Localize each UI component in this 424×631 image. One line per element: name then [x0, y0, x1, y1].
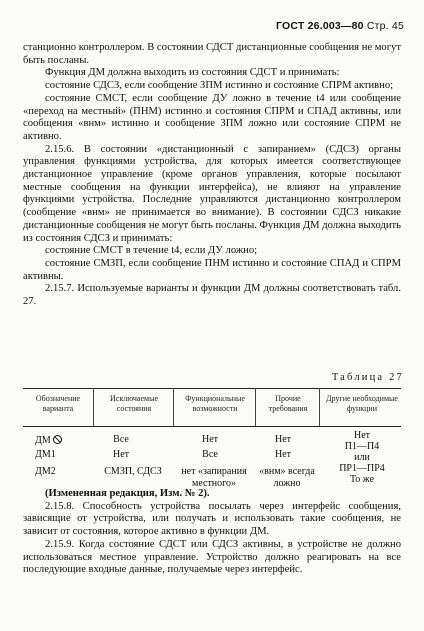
- amendment-note: (Измененная редакция, Изм. № 2).: [45, 488, 210, 499]
- table-cell: «внм» всегда ложно: [259, 466, 315, 489]
- table-cell: [35, 434, 91, 447]
- table-cell: То же: [349, 474, 375, 485]
- column-divider: [93, 388, 94, 426]
- table-cell: П1—П4: [344, 441, 380, 452]
- body-text-top: [23, 42, 401, 309]
- column-header: Прочие требования: [268, 394, 308, 413]
- table-cell: или: [354, 452, 370, 463]
- table-header-rule: [23, 426, 401, 427]
- table-caption: Таблица 27: [331, 372, 404, 383]
- paragraph: состояние СМЗП, если сообщение ПНМ истинно и состояние СПАД и СПРМ активны.: [23, 257, 401, 282]
- table-cell: нет «запирания местного»: [181, 466, 247, 489]
- table-cell: Нет: [274, 449, 292, 460]
- crossed-circle-mark-icon: [53, 435, 62, 444]
- paragraph: 2.15.6. В состоянии «дистанционный с запиранием» (СДСЗ) органы управления функциями устройства, для которых имеется соответствующее дистанционное управление (кроме органов управления, которые посылают местные сообщения на функции интерфейса), не влияют на управление функциями устройства. Последние управляются дистанционно контроллером (сообщение «внм» не принимается во внимание). В состоянии СДСЗ никакие дистанционные сообщения не могут быть посланы. Функция ДМ должна выходить из состояния СДСЗ и принимать:: [23, 143, 401, 244]
- table-cell: ПР1—ПР4: [339, 463, 385, 474]
- table-cell: ДМ1: [35, 449, 56, 460]
- table-cell: Нет: [353, 430, 371, 441]
- variant-label: ДМ: [35, 435, 51, 446]
- paragraph: состояние СМСТ в течение t4, если ДУ ложно;: [45, 245, 258, 257]
- paragraph: Функция ДМ должна выходить из состояния СДСТ и принимать:: [45, 67, 340, 79]
- paragraph: 2.15.7. Используемые варианты и функции ДМ должны соответствовать табл. 27.: [23, 283, 401, 308]
- column-divider: [319, 388, 320, 426]
- table-cell: Нет: [274, 434, 292, 445]
- table-cell: Нет: [112, 449, 130, 460]
- table-cell: Все: [113, 434, 129, 445]
- column-header: Функциональные возможности: [185, 394, 245, 413]
- table-27: [23, 388, 401, 489]
- table-cell: СМЗП, СДСЗ: [104, 466, 162, 477]
- column-divider: [255, 388, 256, 426]
- page-header: [276, 20, 404, 32]
- paragraph: 2.15.8. Способность устройства посылать через интерфейс сообщения, зависящие от устройства, или получать и использовать такие сообщения, не зависит от состояния, которое активно в функции ДМ.: [23, 500, 401, 538]
- column-header: Исключаемые состояния: [110, 394, 158, 413]
- table-top-rule: [23, 388, 401, 389]
- paragraph: состояние СМСТ, если сообщение ДУ ложно в течение t4 или сообщение «переход на местный» (ПНМ) истинно и состояния СПРМ и СПАД активны, или сообщения «внм» истинно и сообщение ЗПМ ложно или состояние СПРМ не активно.: [23, 92, 401, 142]
- page-number: Стр. 45: [366, 20, 404, 32]
- paragraph: 2.15.9. Когда состояние СДСТ или СДСЗ активны, в устройстве не должно использоваться местное управление. Устройство должно реагировать на все последующие входные данные, получаемые через интерфейс.: [23, 538, 401, 576]
- table-cell: Все: [202, 449, 218, 460]
- paragraph: станционно контроллером. В состоянии СДСТ дистанционные сообщения не могут быть посланы.: [23, 42, 401, 66]
- paragraph: состояние СДСЗ, если сообщение ЗПМ истинно и состояние СПРМ активно;: [45, 80, 394, 92]
- column-header: Другие необходимые функции: [326, 394, 398, 413]
- standard-number: ГОСТ 26.003—80: [275, 20, 364, 32]
- body-text-bottom: [23, 488, 401, 577]
- table-cell: ДМ2: [35, 466, 56, 477]
- column-divider: [173, 388, 174, 426]
- column-header: Обозначение варианта: [35, 394, 81, 413]
- table-cell: Нет: [201, 434, 219, 445]
